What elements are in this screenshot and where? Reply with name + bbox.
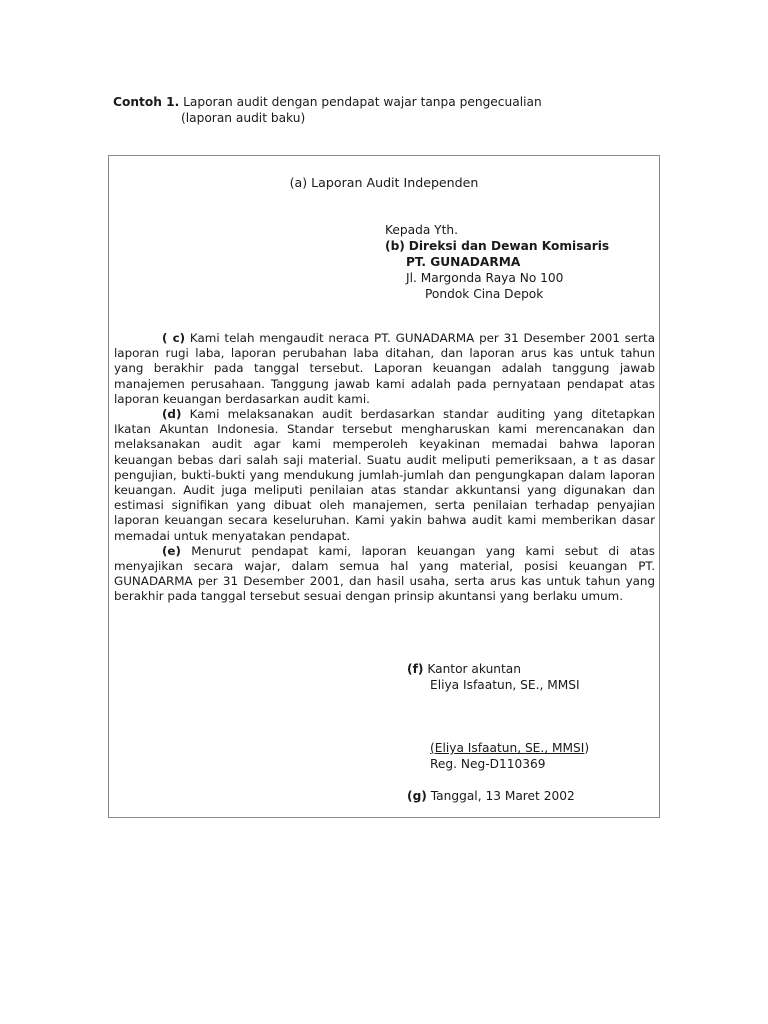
example-subtitle: (laporan audit baku) — [181, 111, 306, 125]
address-block — [385, 222, 609, 302]
signature-open: ( — [430, 741, 435, 755]
greeting: Kepada Yth. — [385, 223, 458, 237]
paragraph-basis — [114, 407, 655, 544]
firm-line — [407, 661, 580, 677]
paragraph-scope — [114, 331, 655, 407]
marker-f: (f) — [407, 662, 424, 676]
signature-name: Eliya Isfaatun, SE., MMSI — [434, 741, 585, 755]
recipient-line — [385, 238, 609, 254]
example-heading — [113, 94, 542, 126]
registration-number: Reg. Neg-D110369 — [430, 757, 546, 771]
paragraph-opinion — [114, 544, 655, 605]
city: Pondok Cina Depok — [425, 287, 544, 301]
marker-c: ( c) — [162, 331, 186, 345]
report-title: (a) Laporan Audit Independen — [289, 175, 479, 190]
marker-b: (b) — [385, 239, 405, 253]
paragraph-text: Kami melaksanakan audit berdasarkan standar auditing yang ditetapkan Ikatan Akuntan Indonesia. Standar tersebut mengharuskan kami merencanakan dan melaksanakan audit agar kami memperoleh keyakinan memadai bahwa laporan keuangan bebas dari salah saji material. Suatu audit meliputi pemeriksaan, a t as dasar pengujian, bukti-bukti yang mendukung jumlah-jumlah dan pengungkapan dalam laporan keuangan. Audit juga meliputi penilaian atas standar akkuntansi yang digunakan dan estimasi signifikan yang dibuat oleh manajemen, serta penilaian terhadap penyajian laporan keuangan secara keseluruhan. Kami yakin bahwa audit kami memberikan dasar memadai untuk menyatakan pendapat. — [114, 407, 655, 543]
firm-name: Eliya Isfaatun, SE., MMSI — [430, 678, 580, 692]
recipient: Direksi dan Dewan Komisaris — [408, 239, 610, 253]
example-title: Laporan audit dengan pendapat wajar tanpa pengecualian — [183, 95, 542, 109]
paragraph-text: Menurut pendapat kami, laporan keuangan yang kami sebut di atas menyajikan secara wajar, dalam semua hal yang material, posisi keuangan PT. GUNADARMA per 31 Desember 2001, dan hasil usaha, serta arus kas untuk tahun yang berakhir pada tanggal tersebut sesuai dengan prinsip akuntansi yang berlaku umum. — [114, 543, 655, 604]
signature-line — [407, 740, 589, 756]
firm-label: Kantor akuntan — [427, 662, 521, 676]
report-frame — [108, 155, 660, 818]
street-address: Jl. Margonda Raya No 100 — [406, 271, 564, 285]
example-label: Contoh 1. — [113, 95, 180, 109]
signature-close: ) — [584, 741, 590, 755]
paragraph-text: Kami telah mengaudit neraca PT. GUNADARMA per 31 Desember 2001 serta laporan rugi laba, laporan perubahan laba ditahan, dan laporan arus kas untuk tahun yang berakhir pada tanggal tersebut. Laporan keuangan adalah tanggung jawab manajemen perusahaan. Tanggung jawab kami adalah pada pernyataan pendapat atas laporan keuangan berdasarkan audit kami. — [114, 331, 656, 406]
marker-d: (d) — [162, 407, 182, 422]
date-block — [407, 788, 575, 804]
marker-e: (e) — [162, 543, 181, 558]
firm-block — [407, 661, 580, 693]
report-body — [114, 331, 655, 605]
signature-block — [407, 740, 589, 772]
company-name: PT. GUNADARMA — [406, 255, 521, 269]
report-date: Tanggal, 13 Maret 2002 — [430, 789, 575, 803]
marker-g: (g) — [407, 789, 427, 803]
